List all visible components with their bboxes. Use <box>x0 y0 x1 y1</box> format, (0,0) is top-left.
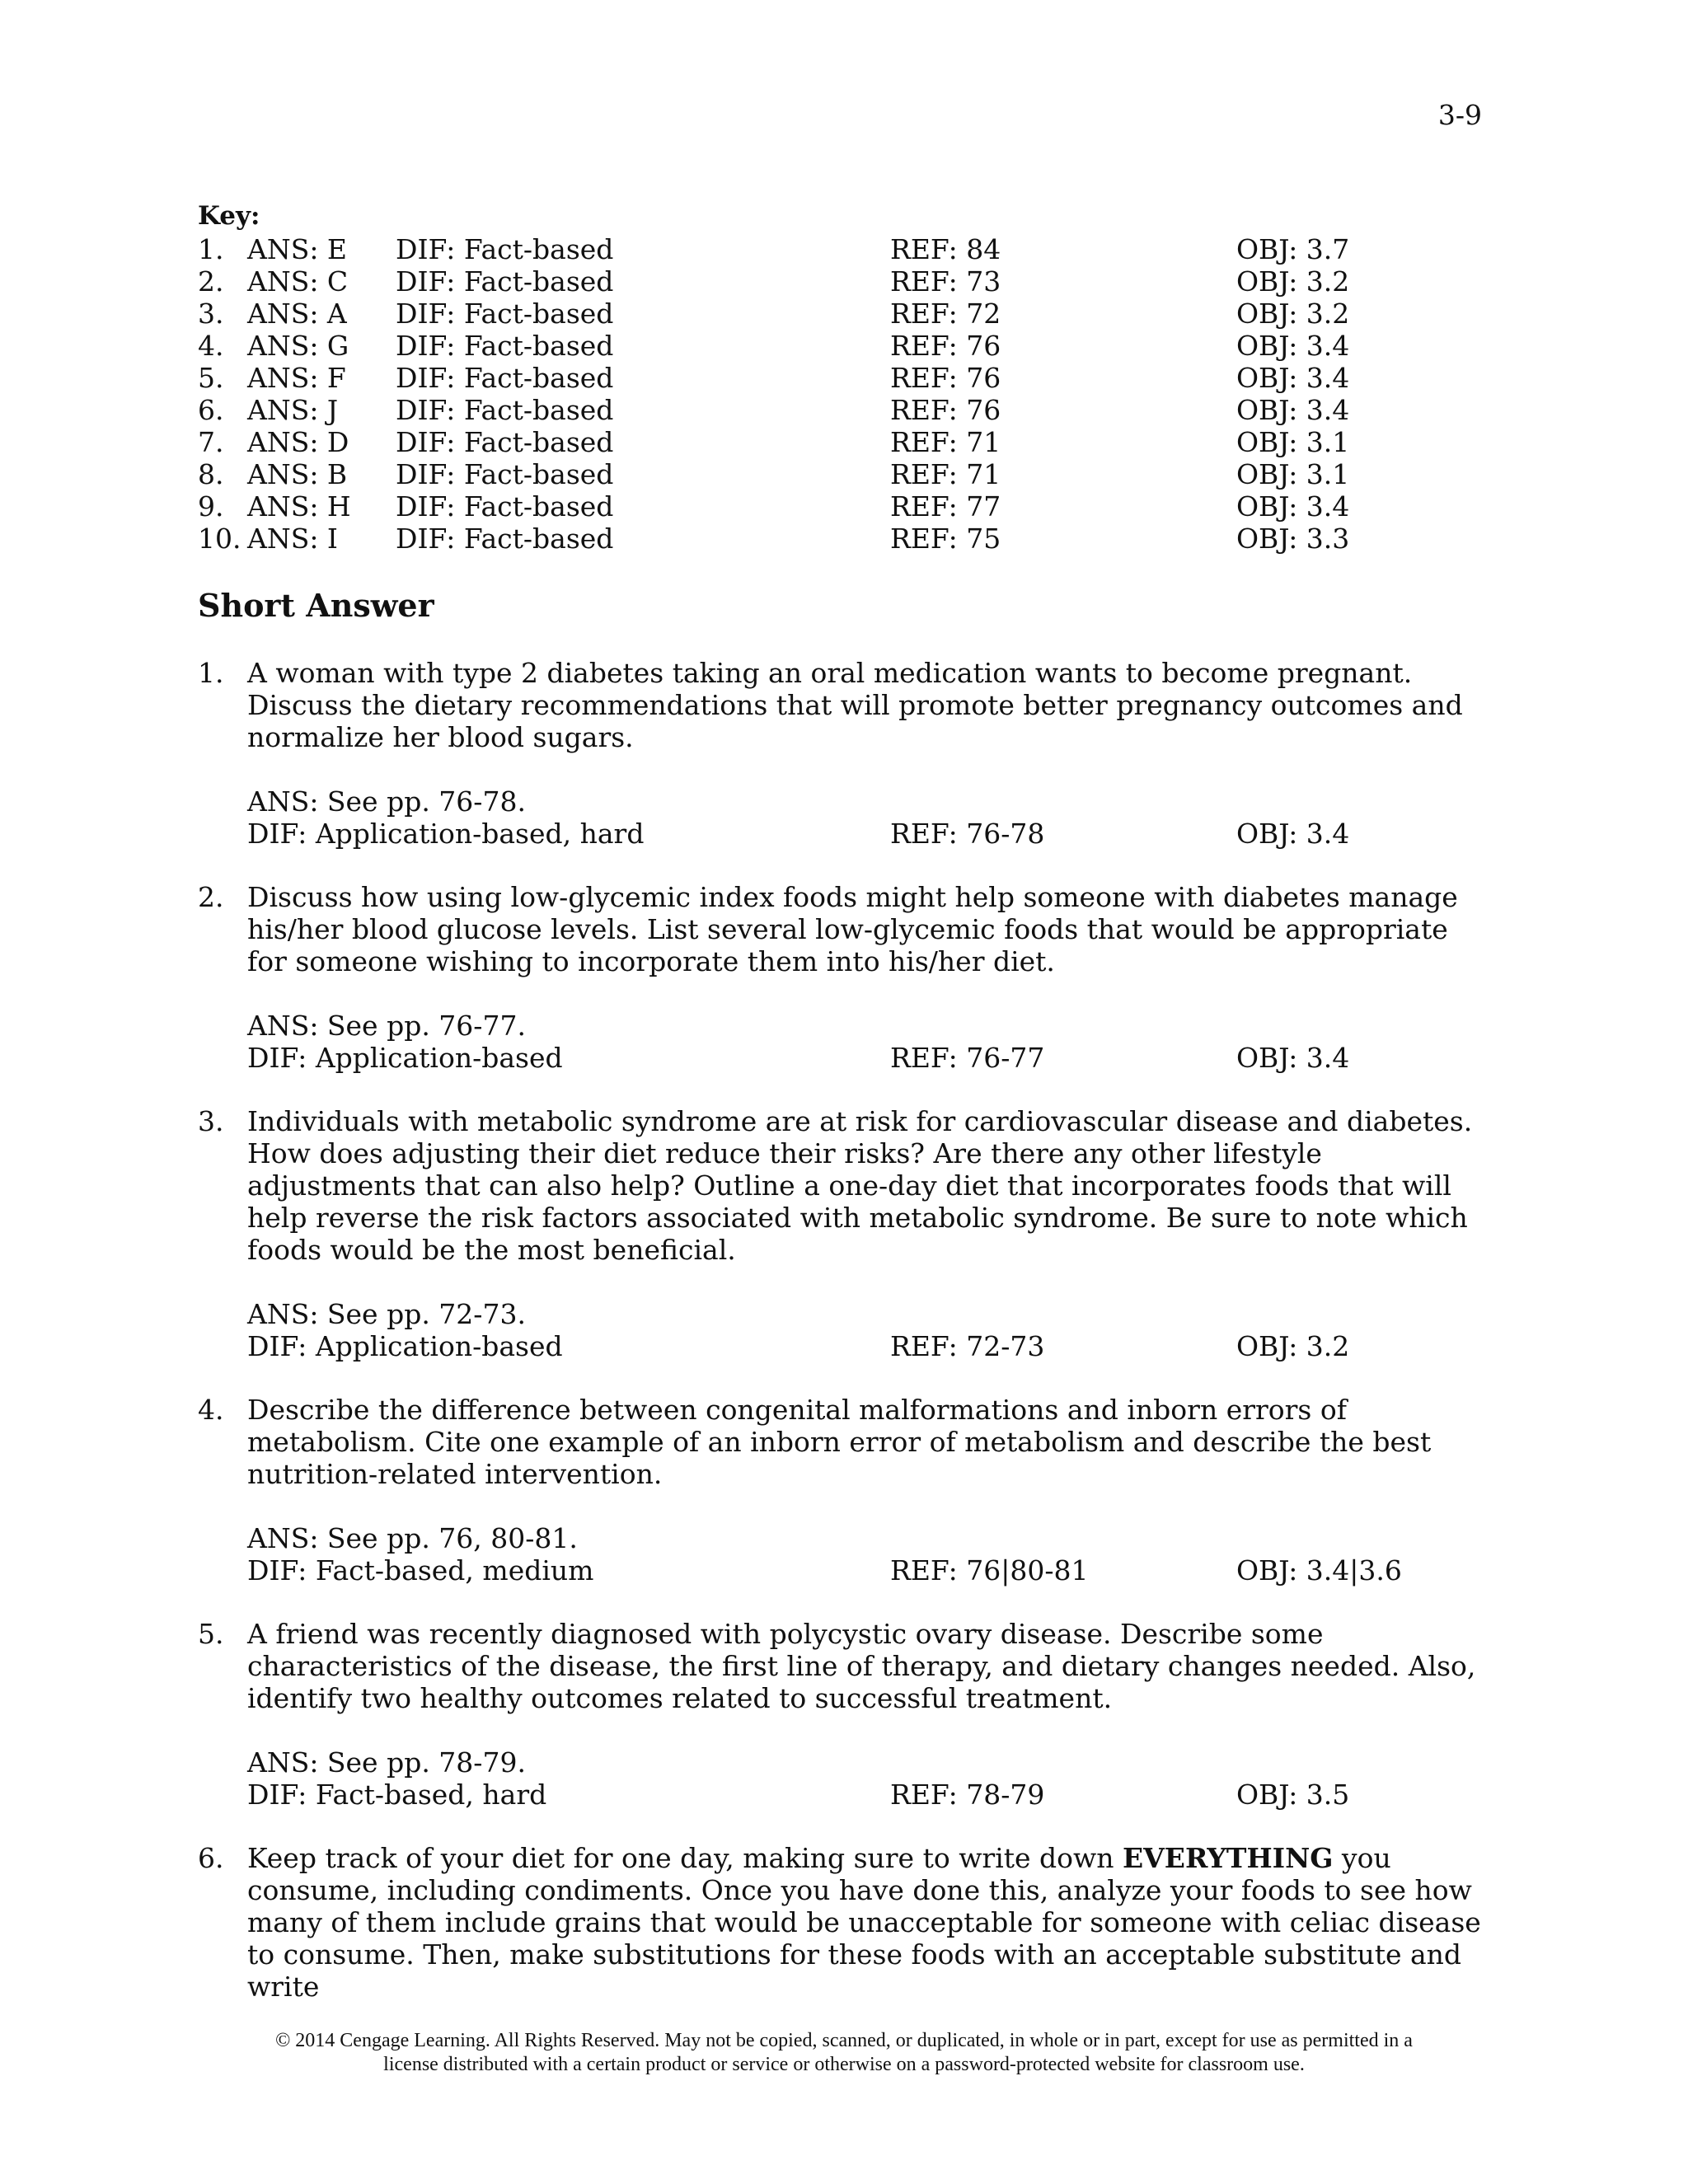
key-num: 4. <box>198 330 224 362</box>
key-ans: ANS: D <box>247 426 349 458</box>
question <box>198 1394 1492 1586</box>
question <box>198 881 1492 1074</box>
key-obj: OBJ: 3.4 <box>1236 490 1350 523</box>
key-ref: REF: 71 <box>890 426 1001 458</box>
question-difficulty: DIF: Fact-based, medium <box>247 1554 594 1586</box>
question-difficulty: DIF: Fact-based, hard <box>247 1779 547 1811</box>
key-num: 6. <box>198 394 224 426</box>
footer-line: license distributed with a certain product or service or otherwise on a password-protected website for classroom use. <box>383 2054 1305 2075</box>
question-reference: REF: 78-79 <box>890 1779 1045 1811</box>
key-ref: REF: 84 <box>890 233 1001 265</box>
question-number: 2. <box>198 881 224 913</box>
key-ref: REF: 73 <box>890 265 1001 298</box>
question-meta <box>247 1298 1492 1362</box>
question-answer: ANS: See pp. 72-73. <box>247 1298 526 1330</box>
question-text: A woman with type 2 diabetes taking an oral medication wants to become pregnant. Discuss the dietary recommendations that will promote better pregnancy outcomes and normalize her blood sugars. <box>247 657 1463 753</box>
key-ref: REF: 77 <box>890 490 1001 523</box>
key-ans: ANS: I <box>247 523 338 555</box>
question-text-part: Keep track of your diet for one day, making sure to write down <box>247 1842 1123 1874</box>
question-meta-row <box>247 818 1492 850</box>
key-ref: REF: 75 <box>890 523 1001 555</box>
key-obj: OBJ: 3.7 <box>1236 233 1350 265</box>
key-row <box>198 265 1517 298</box>
question-text: Discuss how using low-glycemic index foods might help someone with diabetes manage his/her blood glucose levels. List several low-glycemic foods that would be appropriate for someone wishing to incorporate them into his/her diet. <box>247 881 1458 977</box>
key-dif: DIF: Fact-based <box>396 298 614 330</box>
key-dif: DIF: Fact-based <box>396 233 614 265</box>
question-list <box>198 657 1492 2034</box>
question-number: 4. <box>198 1394 224 1426</box>
key-ref: REF: 76 <box>890 330 1001 362</box>
question-meta-row <box>247 1042 1492 1074</box>
question-text: Describe the difference between congenital malformations and inborn errors of metabolism. Cite one example of an inborn error of metabolism and describe the best nutrition-related intervention. <box>247 1394 1432 1490</box>
question-meta <box>247 1522 1492 1586</box>
key-row <box>198 458 1517 490</box>
key-dif: DIF: Fact-based <box>396 523 614 555</box>
question-reference: REF: 76|80-81 <box>890 1554 1089 1586</box>
question <box>198 1105 1492 1362</box>
key-row <box>198 362 1517 394</box>
question-reference: REF: 76-78 <box>890 818 1045 850</box>
question-difficulty: DIF: Application-based <box>247 1330 563 1362</box>
key-dif: DIF: Fact-based <box>396 330 614 362</box>
key-ref: REF: 76 <box>890 394 1001 426</box>
question-number: 3. <box>198 1105 224 1137</box>
question-difficulty: DIF: Application-based <box>247 1042 563 1074</box>
key-ans: ANS: E <box>247 233 348 265</box>
key-ans: ANS: F <box>247 362 346 394</box>
key-num: 5. <box>198 362 224 394</box>
key-num: 1. <box>198 233 224 265</box>
key-num: 2. <box>198 265 224 298</box>
key-row <box>198 523 1517 555</box>
key-ans: ANS: B <box>247 458 348 490</box>
key-num: 10. <box>198 523 241 555</box>
question-meta <box>247 785 1492 850</box>
key-dif: DIF: Fact-based <box>396 426 614 458</box>
question <box>198 1842 1492 2003</box>
question-meta <box>247 1010 1492 1074</box>
question-number: 6. <box>198 1842 224 1874</box>
key-ans: ANS: H <box>247 490 351 523</box>
key-ans: ANS: G <box>247 330 349 362</box>
key-ans: ANS: C <box>247 265 349 298</box>
key-row <box>198 298 1517 330</box>
key-obj: OBJ: 3.2 <box>1236 298 1350 330</box>
key-obj: OBJ: 3.4 <box>1236 362 1350 394</box>
question-reference: REF: 76-77 <box>890 1042 1045 1074</box>
question <box>198 1618 1492 1811</box>
key-num: 9. <box>198 490 224 523</box>
question-answer: ANS: See pp. 76, 80-81. <box>247 1522 578 1554</box>
question-text-part: you consume, including condiments. Once you have done this, analyze your foods to see how many of them include grains that would be unacceptable for someone with celiac disease to consume. Then, make substitutions for these foods with an acceptable substitute and write <box>247 1842 1481 2003</box>
key-dif: DIF: Fact-based <box>396 362 614 394</box>
key-table <box>198 233 1517 555</box>
key-obj: OBJ: 3.1 <box>1236 458 1350 490</box>
key-obj: OBJ: 3.1 <box>1236 426 1350 458</box>
key-dif: DIF: Fact-based <box>396 490 614 523</box>
key-obj: OBJ: 3.4 <box>1236 394 1350 426</box>
section-title: Short Answer <box>198 587 434 624</box>
question-meta-row <box>247 1330 1492 1362</box>
question-answer: ANS: See pp. 76-78. <box>247 785 526 818</box>
key-ref: REF: 71 <box>890 458 1001 490</box>
key-ref: REF: 76 <box>890 362 1001 394</box>
key-row <box>198 490 1517 523</box>
key-obj: OBJ: 3.3 <box>1236 523 1350 555</box>
key-ref: REF: 72 <box>890 298 1001 330</box>
footer-line: © 2014 Cengage Learning. All Rights Reserved. May not be copied, scanned, or duplicated, in whole or in part, except for use as permitted in a <box>275 2030 1413 2051</box>
question-text-emphasis: EVERYTHING <box>1123 1842 1334 1874</box>
question-reference: REF: 72-73 <box>890 1330 1045 1362</box>
key-row <box>198 394 1517 426</box>
key-obj: OBJ: 3.2 <box>1236 265 1350 298</box>
key-dif: DIF: Fact-based <box>396 394 614 426</box>
question-objective: OBJ: 3.2 <box>1236 1330 1350 1362</box>
key-heading: Key: <box>198 201 260 231</box>
question-objective: OBJ: 3.4 <box>1236 818 1350 850</box>
question-text <box>247 1842 1492 2003</box>
question-meta-row <box>247 1779 1492 1811</box>
key-num: 3. <box>198 298 224 330</box>
question-text: Individuals with metabolic syndrome are at risk for cardiovascular disease and diabetes. How does adjusting their diet reduce their risks? Are there any other lifestyle adjustments that can also help? Outline a one-day diet that incorporates foods that will help reverse the risk factors associated with metabolic syndrome. Be sure to note which foods would be the most beneficial. <box>247 1105 1473 1266</box>
key-obj: OBJ: 3.4 <box>1236 330 1350 362</box>
question-objective: OBJ: 3.4 <box>1236 1042 1350 1074</box>
copyright-footer <box>190 2029 1498 2077</box>
key-num: 7. <box>198 426 224 458</box>
question-text: A friend was recently diagnosed with polycystic ovary disease. Describe some characteristics of the disease, the first line of therapy, and dietary changes needed. Also, identify two healthy outcomes related to successful treatment. <box>247 1618 1476 1714</box>
question-answer: ANS: See pp. 78-79. <box>247 1746 526 1779</box>
key-ans: ANS: J <box>247 394 339 426</box>
key-row <box>198 426 1517 458</box>
question-difficulty: DIF: Application-based, hard <box>247 818 645 850</box>
key-row <box>198 330 1517 362</box>
page-number: 3-9 <box>1437 99 1482 131</box>
question-meta <box>247 1746 1492 1811</box>
key-ans: ANS: A <box>247 298 347 330</box>
key-num: 8. <box>198 458 224 490</box>
key-row <box>198 233 1517 265</box>
question-meta-row <box>247 1554 1492 1586</box>
question-objective: OBJ: 3.4|3.6 <box>1236 1554 1402 1586</box>
question-number: 5. <box>198 1618 224 1650</box>
question <box>198 657 1492 850</box>
question-answer: ANS: See pp. 76-77. <box>247 1010 526 1042</box>
question-number: 1. <box>198 657 224 689</box>
key-dif: DIF: Fact-based <box>396 458 614 490</box>
question-objective: OBJ: 3.5 <box>1236 1779 1350 1811</box>
key-dif: DIF: Fact-based <box>396 265 614 298</box>
